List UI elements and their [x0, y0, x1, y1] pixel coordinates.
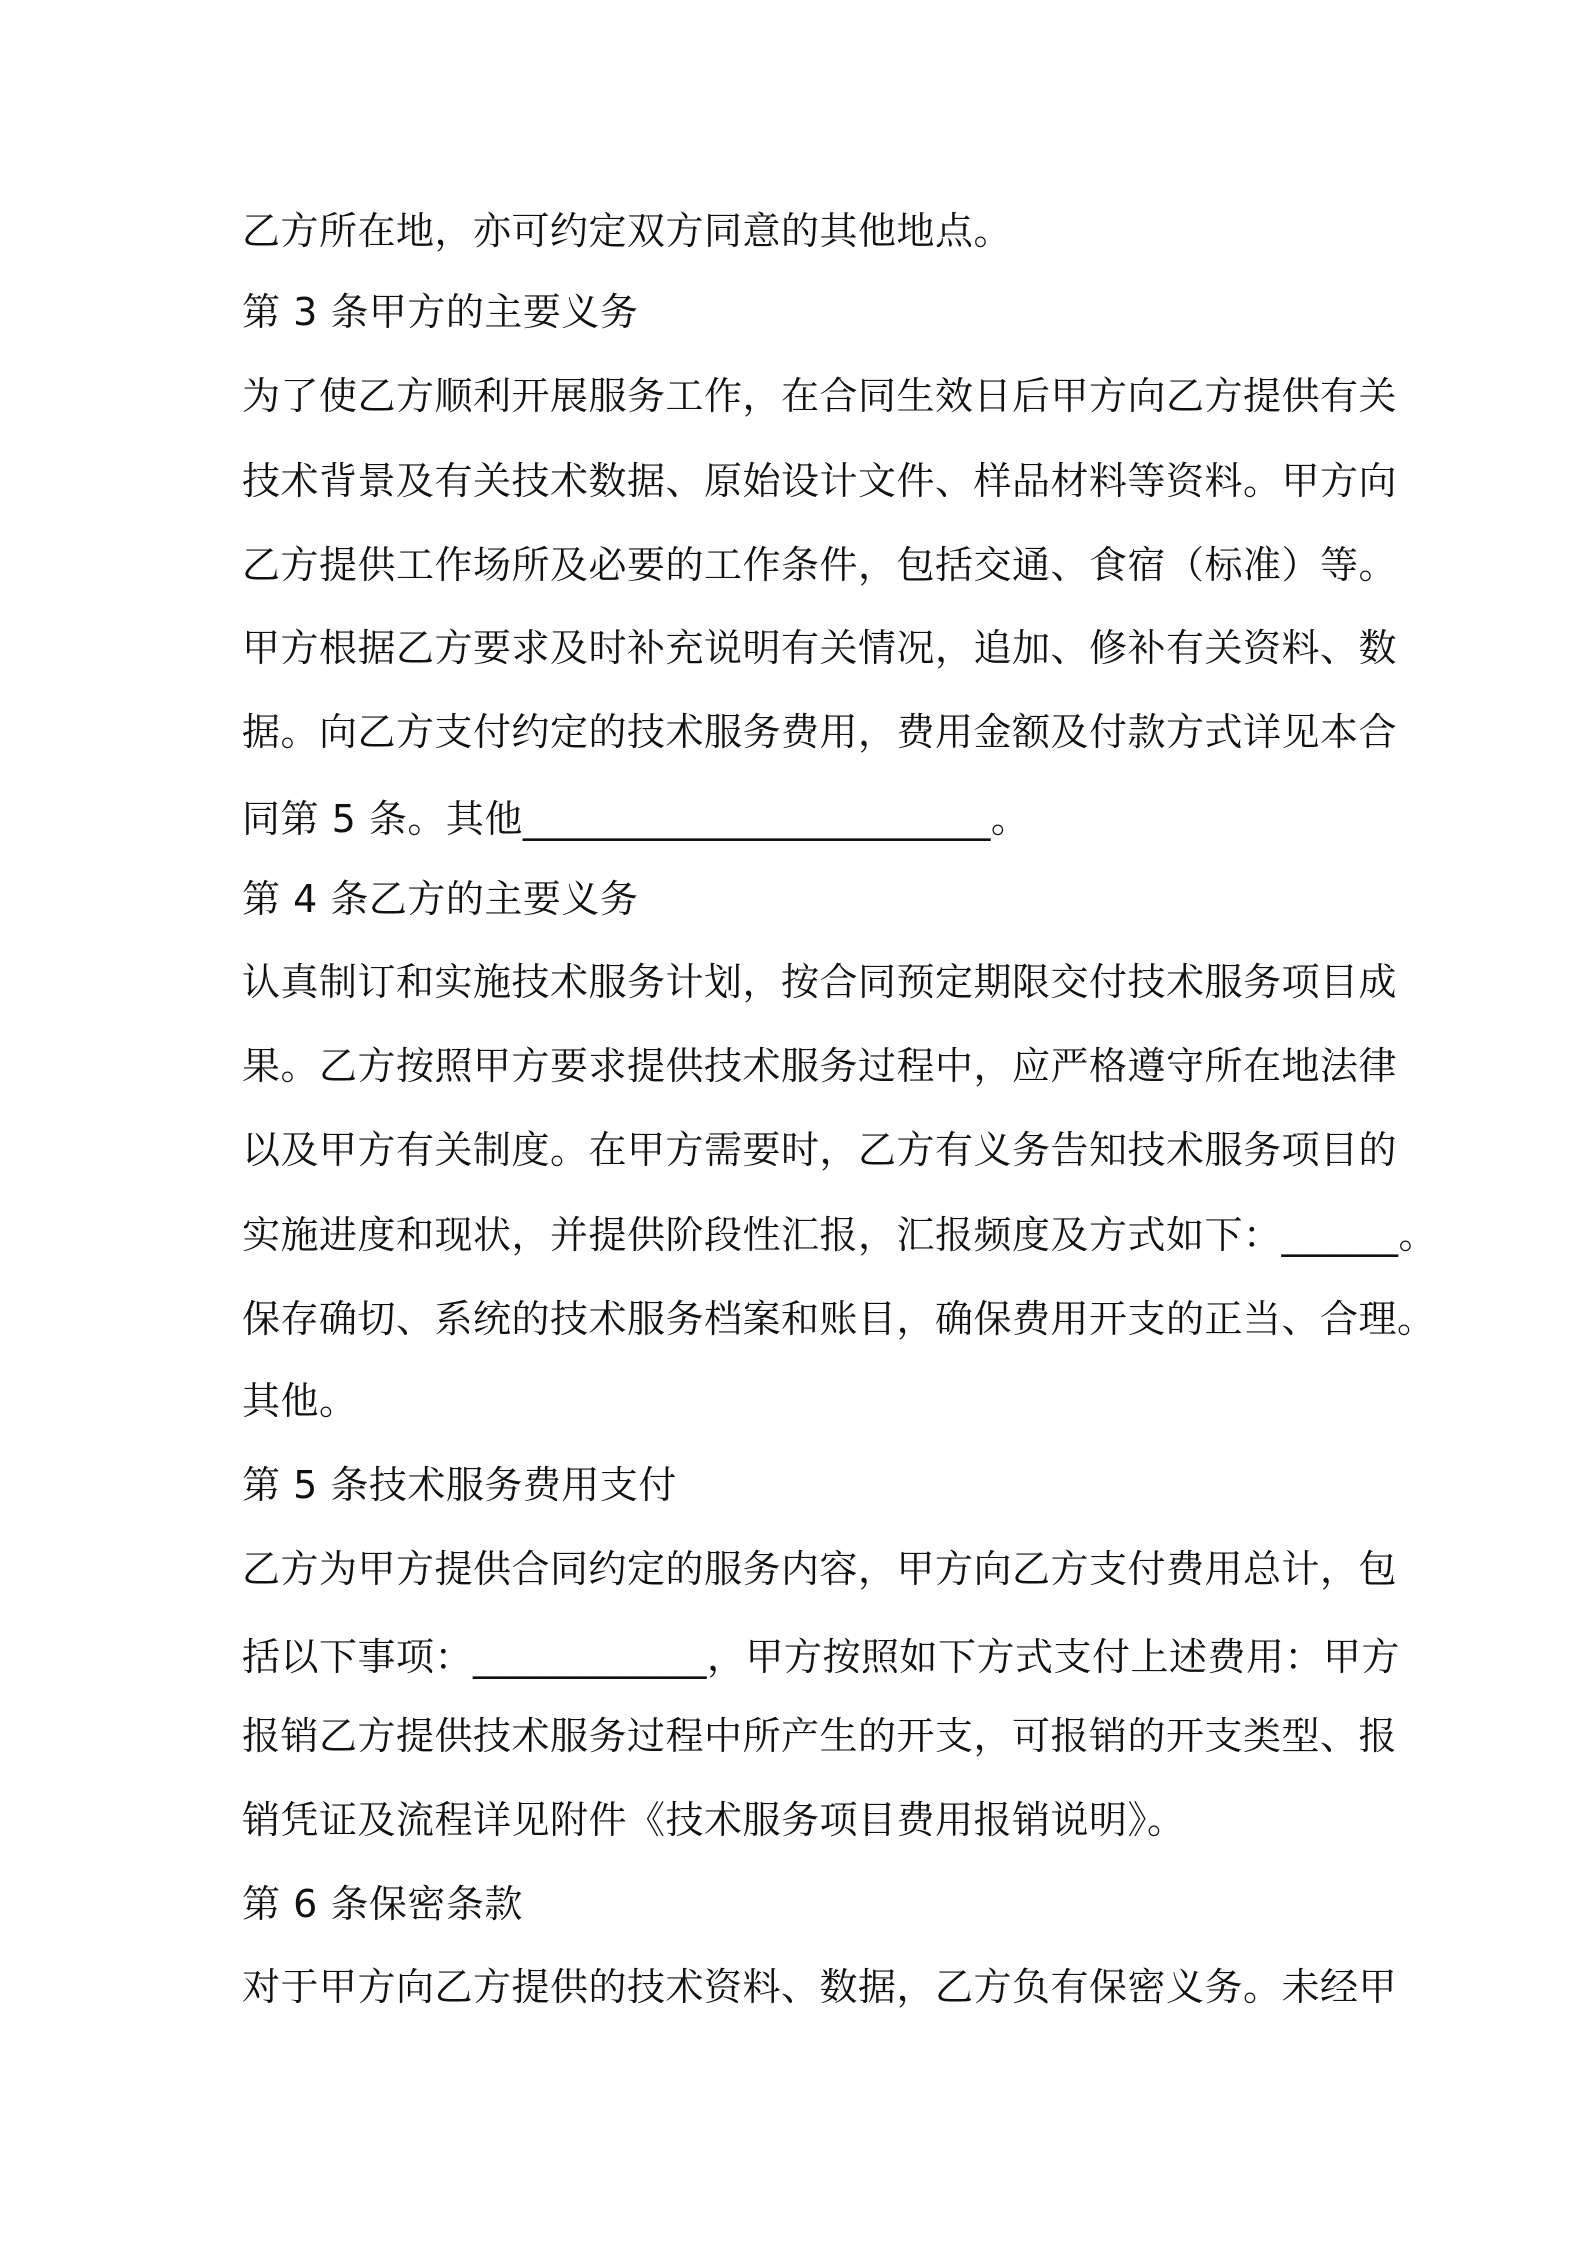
text-line: 为了使乙方顺利开展服务工作，在合同生效日后甲方向乙方提供有关 [242, 374, 1398, 418]
text-line: 报销乙方提供技术服务过程中所产生的开支，可报销的开支类型、报 [242, 1714, 1398, 1758]
text-line: 以及甲方有关制度。在甲方需要时，乙方有义务告知技术服务项目的 [242, 1128, 1398, 1172]
text-line: 实施进度和现状，并提供阶段性汇报，汇报频度及方式如下：______。 [242, 1213, 1438, 1257]
text-line: 销凭证及流程详见附件《技术服务项目费用报销说明》。 [242, 1798, 1186, 1842]
text-line: 果。乙方按照甲方要求提供技术服务过程中，应严格遵守所在地法律 [242, 1044, 1398, 1088]
text-line: 乙方提供工作场所及必要的工作条件，包括交通、食宿（标准）等。 [242, 543, 1398, 587]
text-line: 括以下事项：____________，甲方按照如下方式支付上述费用：甲方 [242, 1635, 1401, 1679]
section-heading-6: 第 6 条保密条款 [242, 1882, 523, 1926]
text-line: 技术背景及有关技术数据、原始设计文件、样品材料等资料。甲方向 [242, 459, 1398, 503]
section-heading-4: 第 4 条乙方的主要义务 [242, 877, 639, 921]
text-line: 甲方根据乙方要求及时补充说明有关情况，追加、修补有关资料、数 [242, 626, 1398, 670]
text-line: 认真制订和实施技术服务计划，按合同预定期限交付技术服务项目成 [242, 960, 1398, 1004]
text-line: 保存确切、系统的技术服务档案和账目，确保费用开支的正当、合理。 [242, 1297, 1436, 1341]
text-line: 乙方所在地，亦可约定双方同意的其他地点。 [242, 209, 1013, 253]
text-line: 其他。 [242, 1379, 358, 1423]
text-line: 对于甲方向乙方提供的技术资料、数据，乙方负有保密义务。未经甲 [242, 1965, 1398, 2009]
text-line: 乙方为甲方提供合同约定的服务内容，甲方向乙方支付费用总计，包 [242, 1547, 1398, 1591]
text-line: 同第 5 条。其他________________________。 [242, 797, 1030, 841]
section-heading-5: 第 5 条技术服务费用支付 [242, 1463, 677, 1507]
section-heading-3: 第 3 条甲方的主要义务 [242, 290, 639, 334]
text-line: 据。向乙方支付约定的技术服务费用，费用金额及付款方式详见本合 [242, 710, 1398, 754]
